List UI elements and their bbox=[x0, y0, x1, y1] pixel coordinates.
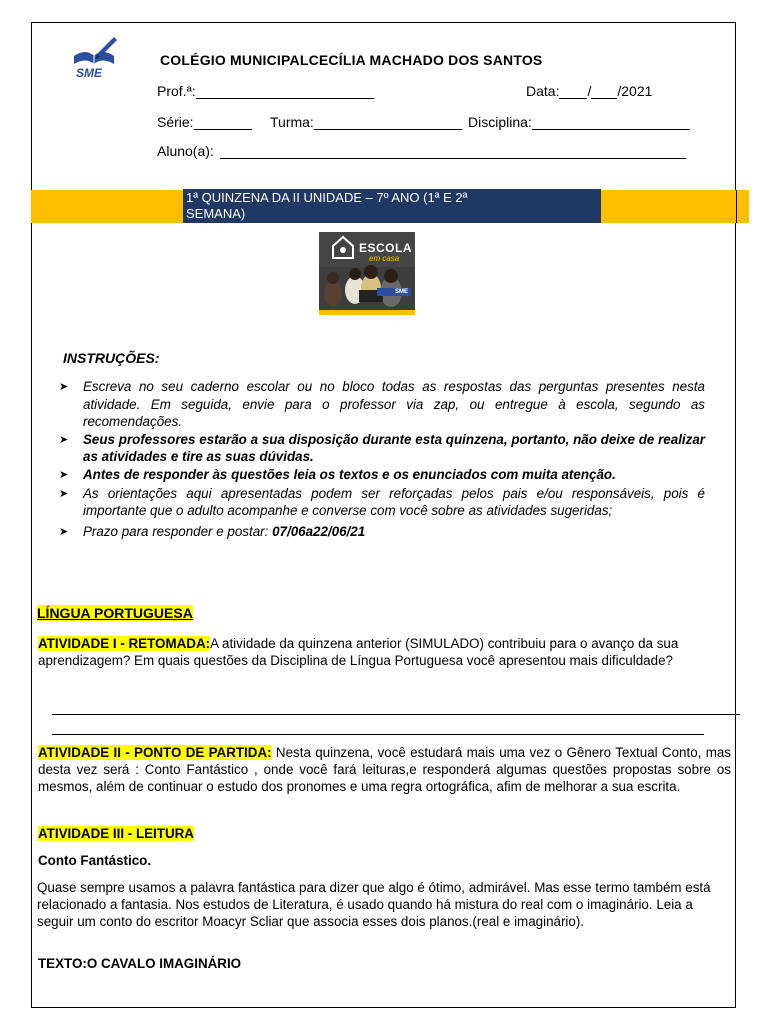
aluno-label: Aluno(a): bbox=[157, 143, 214, 159]
date-year: /2021 bbox=[617, 83, 653, 99]
aluno-field bbox=[157, 143, 686, 159]
aluno-blank[interactable] bbox=[220, 144, 686, 159]
activity3-subtitle: Conto Fantástico. bbox=[38, 853, 152, 868]
disciplina-blank[interactable] bbox=[532, 115, 690, 130]
activity2-label: ATIVIDADE II - PONTO DE PARTIDA: bbox=[38, 745, 272, 760]
date-day-blank[interactable] bbox=[559, 84, 587, 99]
disciplina-label: Disciplina: bbox=[468, 114, 532, 130]
text-title: TEXTO:O CAVALO IMAGINÁRIO bbox=[38, 956, 242, 971]
list-item bbox=[59, 431, 705, 466]
arrow-bullet-icon: ➤ bbox=[59, 433, 69, 446]
turma-label: Turma: bbox=[270, 114, 314, 130]
banner-rule bbox=[736, 190, 737, 223]
list-item bbox=[59, 523, 705, 542]
banner-title-line2: SEMANA) bbox=[186, 206, 246, 221]
image-badge: SME bbox=[395, 289, 409, 295]
serie-blank[interactable] bbox=[194, 115, 252, 130]
deadline-label: Prazo para responder e postar: bbox=[83, 523, 273, 539]
activity3-label: ATIVIDADE III - LEITURA bbox=[38, 826, 194, 841]
prof-field bbox=[157, 83, 374, 99]
activity1 bbox=[38, 635, 694, 669]
image-title: ESCOLA bbox=[359, 241, 413, 255]
answer-line[interactable] bbox=[52, 714, 740, 715]
prof-label: Prof.ª: bbox=[157, 83, 196, 99]
prof-blank[interactable] bbox=[196, 84, 374, 99]
instruction-text: Antes de responder às questões leia os textos e os enunciados com muita atenção. bbox=[83, 466, 616, 482]
date-field bbox=[526, 83, 652, 99]
instruction-text bbox=[83, 523, 705, 542]
serie-field bbox=[157, 114, 252, 130]
banner-title bbox=[183, 189, 601, 223]
image-subtitle: em casa bbox=[369, 254, 400, 263]
list-item bbox=[59, 466, 705, 485]
arrow-bullet-icon: ➤ bbox=[59, 487, 69, 500]
list-item bbox=[59, 378, 705, 431]
date-month-blank[interactable] bbox=[591, 84, 617, 99]
instruction-text: As orientações aqui apresentadas podem ser reforçadas pelos pais e/ou responsáveis, pois é importante que o adulto acompanhe e converse com você sobre as atividades sugeridas; bbox=[83, 485, 705, 519]
sme-logo bbox=[64, 34, 122, 84]
serie-label: Série: bbox=[157, 114, 194, 130]
instruction-text: Escreva no seu caderno escolar ou no bloco todas as respostas das perguntas presentes nesta atividade. Em seguida, envie para o professor via zap, ou entregue à escola, segundo as recomendações. bbox=[83, 379, 705, 430]
banner-title-line1: 1ª QUINZENA DA II UNIDADE – 7º ANO (1ª E 2ª bbox=[186, 190, 468, 205]
deadline-value: 07/06a22/06/21 bbox=[272, 523, 366, 539]
school-name: COLÉGIO MUNICIPALCECÍLIA MACHADO DOS SANTOS bbox=[160, 52, 543, 68]
activity1-label: ATIVIDADE I - RETOMADA: bbox=[38, 636, 211, 651]
date-label: Data: bbox=[526, 83, 560, 99]
activity2-text: Nesta quinzena, você estudará mais uma vez o Gênero Textual Conto, mas desta vez será : Conto Fantástico , onde você fará leituras,e responderá algumas questões propostas sobre os mesmos, além de continuar o estudo dos pronomes e uma regra ortográfica, afim de melhorar a sua escrita. bbox=[38, 745, 731, 795]
list-item bbox=[59, 485, 705, 520]
disciplina-field bbox=[468, 114, 690, 130]
section-title: LÍNGUA PORTUGUESA bbox=[37, 605, 193, 621]
turma-blank[interactable] bbox=[314, 115, 462, 130]
instructions-list bbox=[59, 378, 705, 541]
activity3-title bbox=[38, 825, 194, 842]
answer-line[interactable] bbox=[52, 734, 704, 735]
escola-em-casa-image bbox=[319, 232, 415, 315]
logo-text: SME bbox=[76, 66, 103, 80]
arrow-bullet-icon: ➤ bbox=[59, 525, 69, 538]
date-sep: / bbox=[587, 83, 592, 99]
instruction-text: Seus professores estarão a sua disposição durante esta quinzena, portanto, não deixe de realizar as atividades e tire as suas dúvidas. bbox=[83, 431, 705, 465]
activity2 bbox=[38, 744, 731, 796]
activity1-text: A atividade da quinzena anterior (SIMULADO) contribuiu para o avanço da sua aprendizagem? Em quais questões da Disciplina de Língua Portuguesa você apresentou mais dificuldade? bbox=[38, 636, 679, 669]
instructions-title: INSTRUÇÕES: bbox=[63, 350, 160, 366]
activity3-text: Quase sempre usamos a palavra fantástica para dizer que algo é ótimo, admirável. Mas esse termo também está relacionado a fantasia. Nos estudos de Literatura, é usado quando há mistura do real com o imaginário. Leia a seguir um conto do escritor Moacyr Scliar que associa esses dois planos.(real e imaginário). bbox=[37, 880, 711, 930]
arrow-bullet-icon: ➤ bbox=[59, 468, 69, 481]
turma-field bbox=[270, 114, 462, 130]
arrow-bullet-icon: ➤ bbox=[59, 381, 69, 393]
